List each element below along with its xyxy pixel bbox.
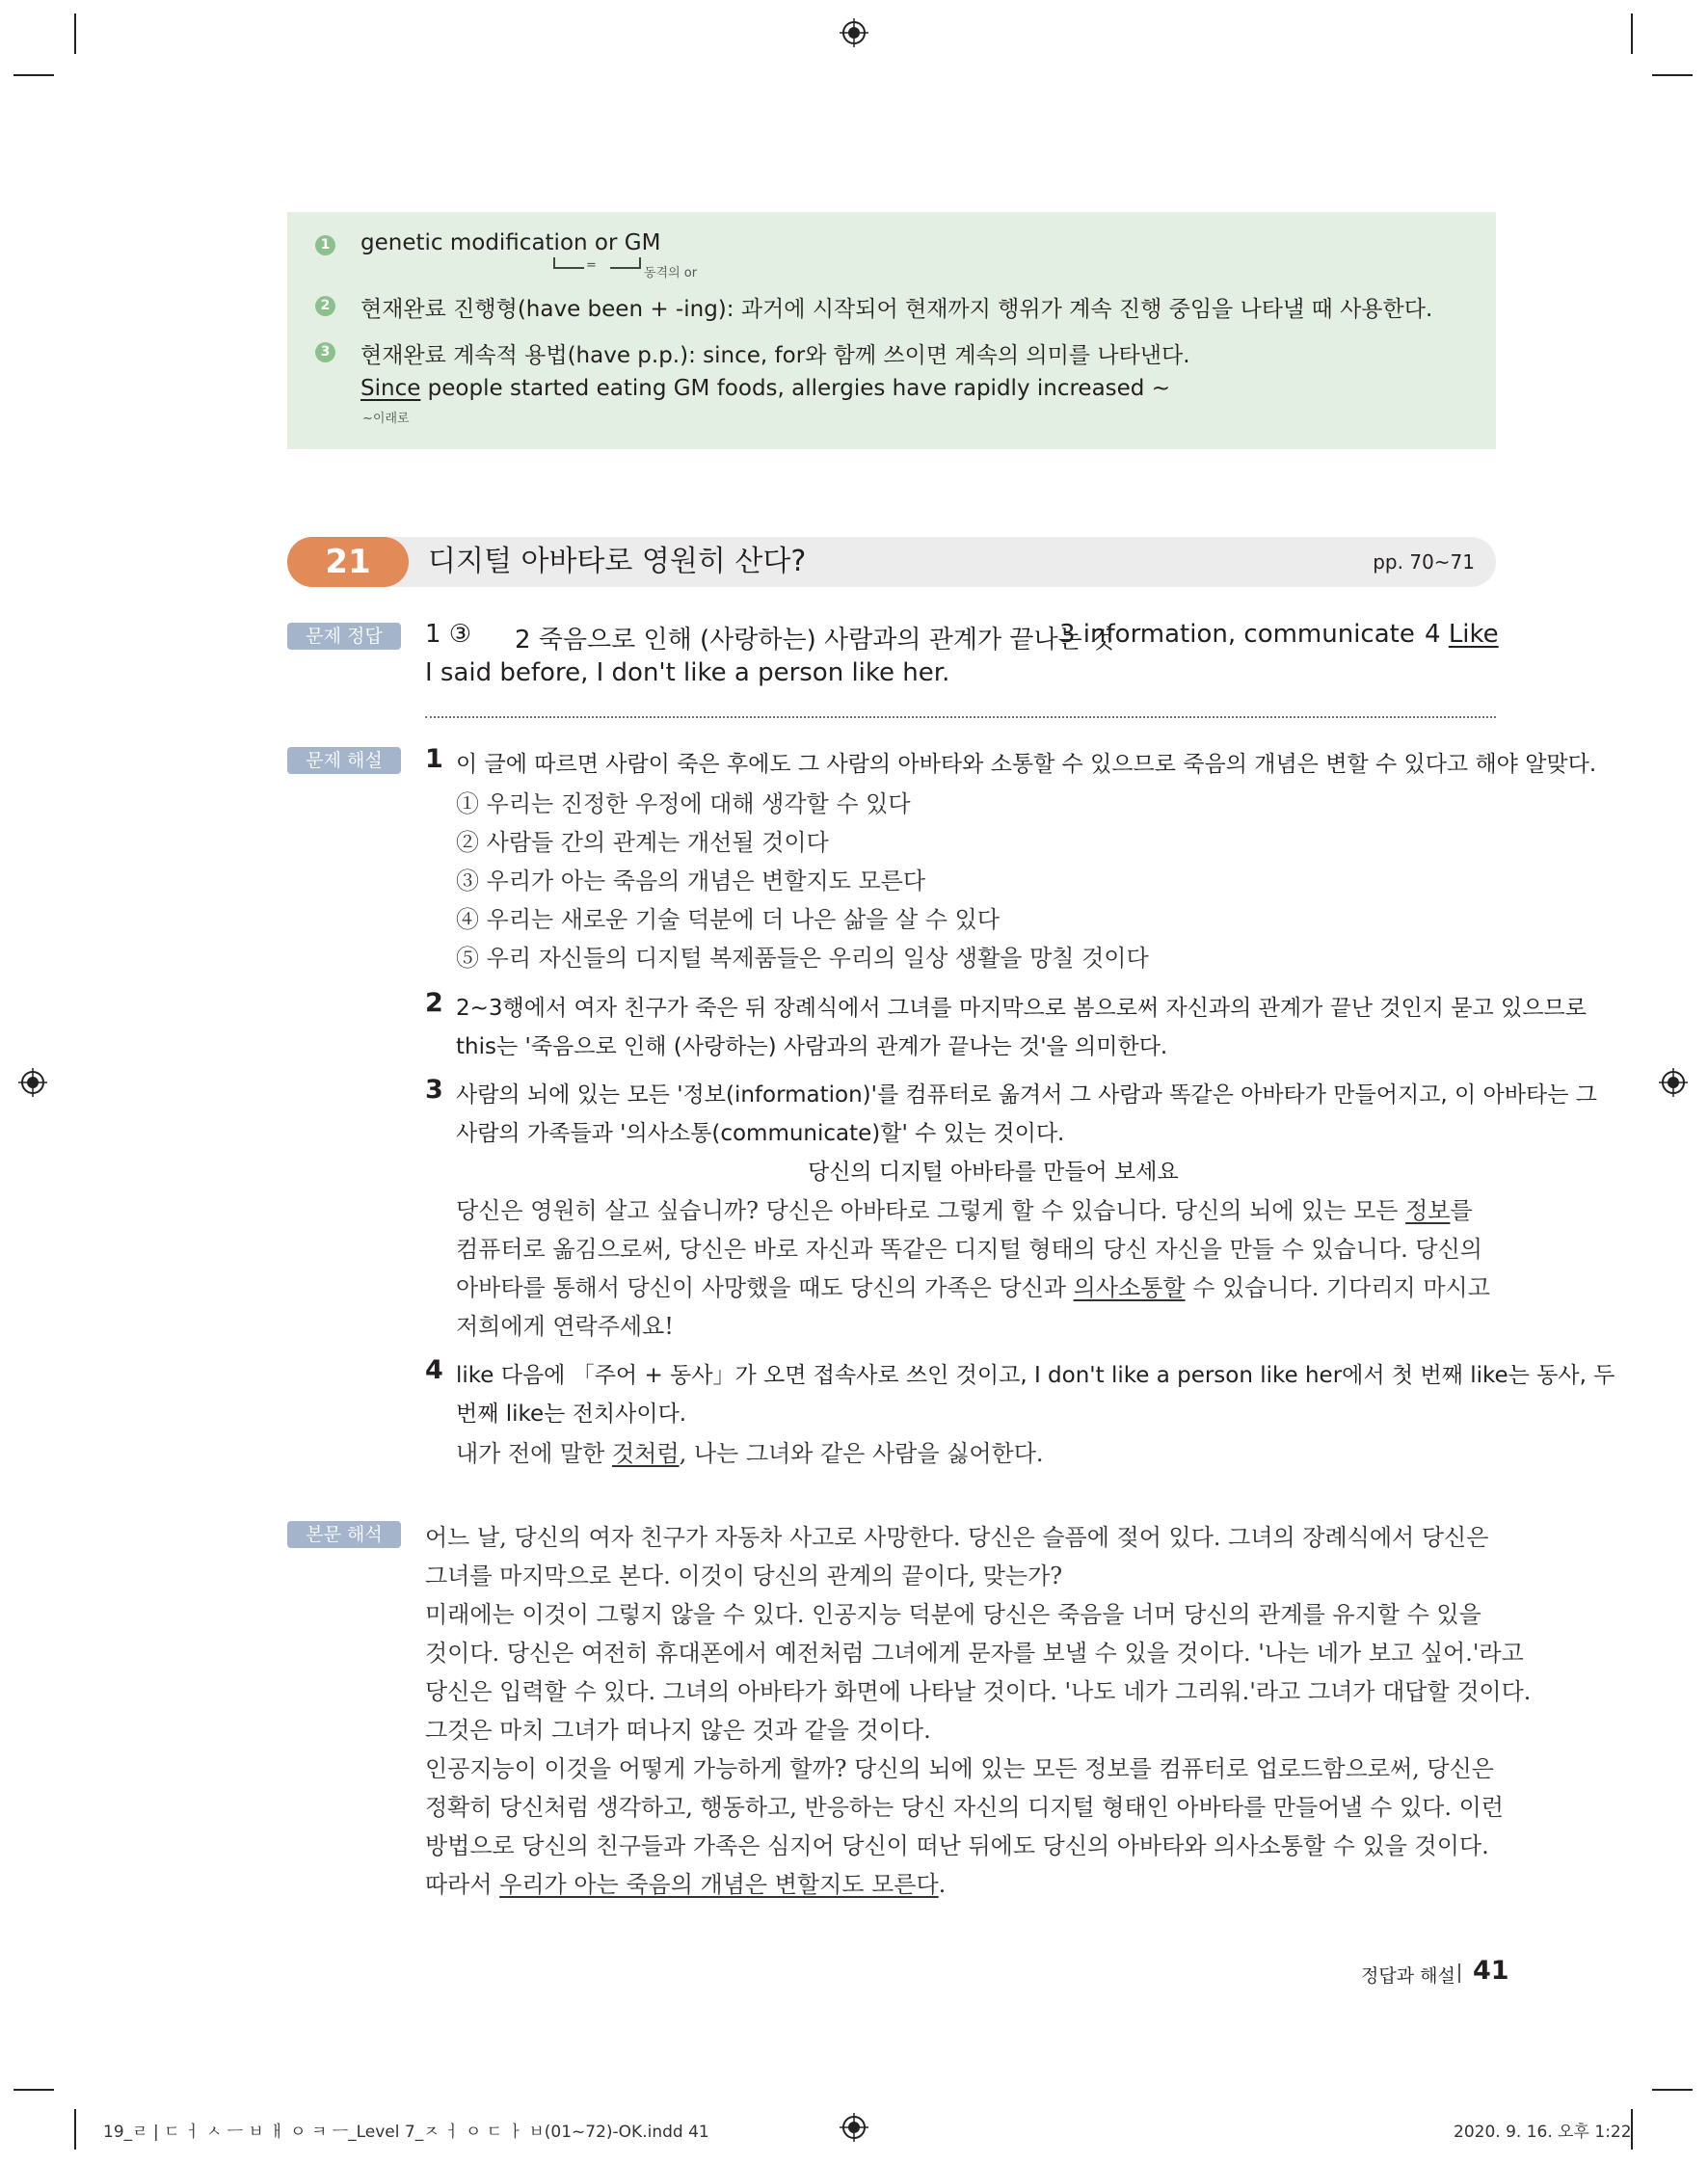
registration-mark-icon — [1659, 1068, 1688, 1097]
equals-note: = — [586, 258, 597, 273]
question-number: 3 — [425, 1075, 443, 1105]
crop-mark — [13, 2089, 54, 2091]
since-note: ~이래로 — [362, 412, 410, 426]
choice-5: ⑤ 우리 자신들의 디지털 복제품들은 우리의 일상 생활을 망칠 것이다 — [456, 945, 1149, 972]
translation-line: 인공지능이 이것을 어떻게 가능하게 할까? 당신의 뇌에 있는 모든 정보를 컴퓨터로 업로드함으로써, 당신은 — [425, 1755, 1494, 1782]
registration-mark-icon — [840, 18, 868, 47]
choice-2: ② 사람들 간의 관계는 개선될 것이다 — [456, 829, 829, 856]
translation-line: 것이다. 당신은 여전히 휴대폰에서 예전처럼 그녀에게 문자를 보낼 수 있을 것이다. '나는 네가 보고 싶어.'라고 — [425, 1640, 1524, 1667]
underlined-word: 것처럼 — [612, 1440, 680, 1467]
footer-section-label: 정답과 해설 — [1361, 1965, 1455, 1987]
answer-4-word: Like — [1448, 620, 1499, 649]
choice-1: ① 우리는 진정한 우정에 대해 생각할 수 있다 — [456, 790, 911, 817]
divider — [425, 716, 1496, 718]
q4-explanation-line: like 다음에 「주어 + 동사」가 오면 접속사로 쓰인 것이고, I don't like a person like her에서 첫 번째 like는 동사, 두 — [456, 1363, 1615, 1388]
text-span: 를 — [1450, 1197, 1473, 1224]
text-span: 따라서 — [425, 1871, 500, 1898]
crop-mark — [1631, 13, 1633, 54]
answer-4 — [1425, 620, 1499, 649]
section-title: 디지털 아바타로 영원히 산다? — [428, 545, 807, 578]
crop-mark — [74, 13, 76, 54]
q2-explanation-line: 2~3행에서 여자 친구가 죽은 뒤 장례식에서 그녀를 마지막으로 봄으로써 자신과의 관계가 끝난 것인지 묻고 있으므로 — [456, 996, 1587, 1021]
q4-explanation-line: 번째 like는 전치사이다. — [456, 1402, 687, 1427]
grammar-item-2: 현재완료 진행형(have been + -ing): 과거에 시작되어 현재까지 행위가 계속 진행 중임을 나타낼 때 사용한다. — [360, 297, 1433, 322]
choice-4: ④ 우리는 새로운 기술 덕분에 더 나은 삶을 살 수 있다 — [456, 906, 1000, 933]
question-number: 2 — [425, 988, 443, 1018]
q3-translation-line — [456, 1191, 1473, 1225]
print-timestamp: 2020. 9. 16. 오후 1:22 — [1454, 2123, 1632, 2142]
answer-1: 1 ③ — [425, 620, 472, 649]
text-span: , 나는 그녀와 같은 사람을 싫어한다. — [679, 1440, 1044, 1467]
appositive-note: 동격의 or — [644, 266, 698, 281]
crop-mark — [1652, 2089, 1693, 2091]
item-number: 1 — [315, 235, 335, 255]
bracket-line — [610, 257, 641, 269]
item-number: 2 — [315, 296, 335, 316]
q1-explanation: 이 글에 따르면 사람이 죽은 후에도 그 사람의 아바타와 소통할 수 있으므로 죽음의 개념은 변할 수 있다고 해야 알맞다. — [456, 752, 1597, 777]
explanations-label: 문제 해설 — [287, 747, 401, 774]
crop-mark — [13, 74, 54, 76]
q3-explanation-line: 사람의 뇌에 있는 모든 '정보(information)'를 컴퓨터로 옮겨서 그 사람과 똑같은 아바타가 만들어지고, 이 아바타는 그 — [456, 1082, 1597, 1108]
translation-line: 그녀를 마지막으로 본다. 이것이 당신의 관계의 끝이다, 맞는가? — [425, 1563, 1063, 1590]
crop-mark — [1652, 74, 1693, 76]
underlined-word: 정보 — [1405, 1197, 1451, 1224]
translation-line: 정확히 당신처럼 생각하고, 행동하고, 반응하는 당신 자신의 디지털 형태인 아바타를 만들어낼 수 있다. 이런 — [425, 1794, 1504, 1821]
translation-line: 어느 날, 당신의 여자 친구가 자동차 사고로 사망한다. 당신은 슬픔에 젖어 있다. 그녀의 장례식에서 당신은 — [425, 1524, 1489, 1551]
registration-mark-icon — [18, 1068, 47, 1097]
question-number: 4 — [425, 1355, 443, 1385]
q3-translation-heading: 당신의 디지털 아바타를 만들어 보세요 — [808, 1160, 1179, 1185]
page-range: pp. 70~71 — [1373, 550, 1475, 574]
translation-label: 본문 해석 — [287, 1521, 401, 1548]
text-span: 아바타를 통해서 당신이 사망했을 때도 당신의 가족은 당신과 — [456, 1274, 1074, 1301]
q3-translation-line: 컴퓨터로 옮김으로써, 당신은 바로 자신과 똑같은 디지털 형태의 당신 자신을 만들 수 있습니다. 당신의 — [456, 1236, 1482, 1263]
print-file-info: 19_ㄹ | ㄷ ㅓ ㅅ ㅡ ㅂ ㅐ ㅇ ㅋ ㅡ_Level 7_ㅈ ㅓ ㅇ ㄷ ㅏ ㅂ(01~72)-OK.indd 41 — [103, 2123, 709, 2142]
grammar-item-3: 현재완료 계속적 용법(have p.p.): since, for와 함께 쓰이면 계속의 의미를 나타낸다. — [360, 343, 1190, 368]
grammar-notes-box — [287, 212, 1496, 449]
underlined-phrase: 우리가 아는 죽음의 개념은 변할지도 모른다 — [499, 1871, 939, 1898]
text-span: 당신은 영원히 살고 싶습니까? 당신은 아바타로 그렇게 할 수 있습니다. 당신의 뇌에 있는 모든 — [456, 1197, 1406, 1224]
grammar-example — [360, 376, 1170, 401]
choice-3: ③ 우리가 아는 죽음의 개념은 변할지도 모른다 — [456, 868, 926, 895]
q4-translation — [456, 1434, 1044, 1468]
text-span: 내가 전에 말한 — [456, 1440, 612, 1467]
answer-4-rest: I said before, I don't like a person like her. — [425, 658, 950, 687]
translation-line: 그것은 마치 그녀가 떠나지 않은 것과 같을 것이다. — [425, 1717, 931, 1744]
registration-mark-icon — [840, 2113, 868, 2142]
answers-label: 문제 정답 — [287, 623, 401, 650]
answer-4-number: 4 — [1425, 620, 1441, 649]
section-number: 21 — [287, 537, 409, 587]
since-word: Since — [360, 376, 421, 401]
answer-3: 3 information, communicate — [1059, 620, 1415, 649]
q2-explanation-line: this는 '죽음으로 인해 (사랑하는) 사람과의 관계가 끝나는 것'을 의미한다. — [456, 1034, 1168, 1059]
item-number: 3 — [315, 342, 335, 362]
page-number: 41 — [1473, 1956, 1509, 1986]
question-number: 1 — [425, 744, 443, 774]
translation-line — [425, 1865, 946, 1899]
underlined-word: 의사소통할 — [1073, 1274, 1186, 1301]
crop-mark — [74, 2109, 76, 2150]
example-rest: people started eating GM foods, allergies have rapidly increased ~ — [420, 376, 1170, 401]
q3-translation-line: 저희에게 연락주세요! — [456, 1313, 674, 1340]
text-span: 수 있습니다. 기다리지 마시고 — [1185, 1274, 1490, 1301]
grammar-item-1: genetic modification or GM — [360, 230, 661, 255]
q3-explanation-line: 사람의 가족들과 '의사소통(communicate)할' 수 있는 것이다. — [456, 1121, 1065, 1146]
footer-divider — [1458, 1964, 1460, 1983]
section-header — [287, 537, 1496, 587]
answer-2: 2 죽음으로 인해 (사랑하는) 사람과의 관계가 끝나는 것 — [515, 626, 1115, 655]
translation-line: 미래에는 이것이 그렇지 않을 수 있다. 인공지능 덕분에 당신은 죽음을 너머 당신의 관계를 유지할 수 있을 — [425, 1601, 1481, 1628]
text-span: . — [938, 1871, 947, 1898]
translation-line: 당신은 입력할 수 있다. 그녀의 아바타가 화면에 나타날 것이다. '나도 네가 그리워.'라고 그녀가 대답할 것이다. — [425, 1678, 1532, 1705]
translation-line: 방법으로 당신의 친구들과 가족은 심지어 당신이 떠난 뒤에도 당신의 아바타와 의사소통할 수 있을 것이다. — [425, 1832, 1489, 1859]
bracket-line — [553, 257, 584, 269]
q3-translation-line — [456, 1269, 1490, 1302]
